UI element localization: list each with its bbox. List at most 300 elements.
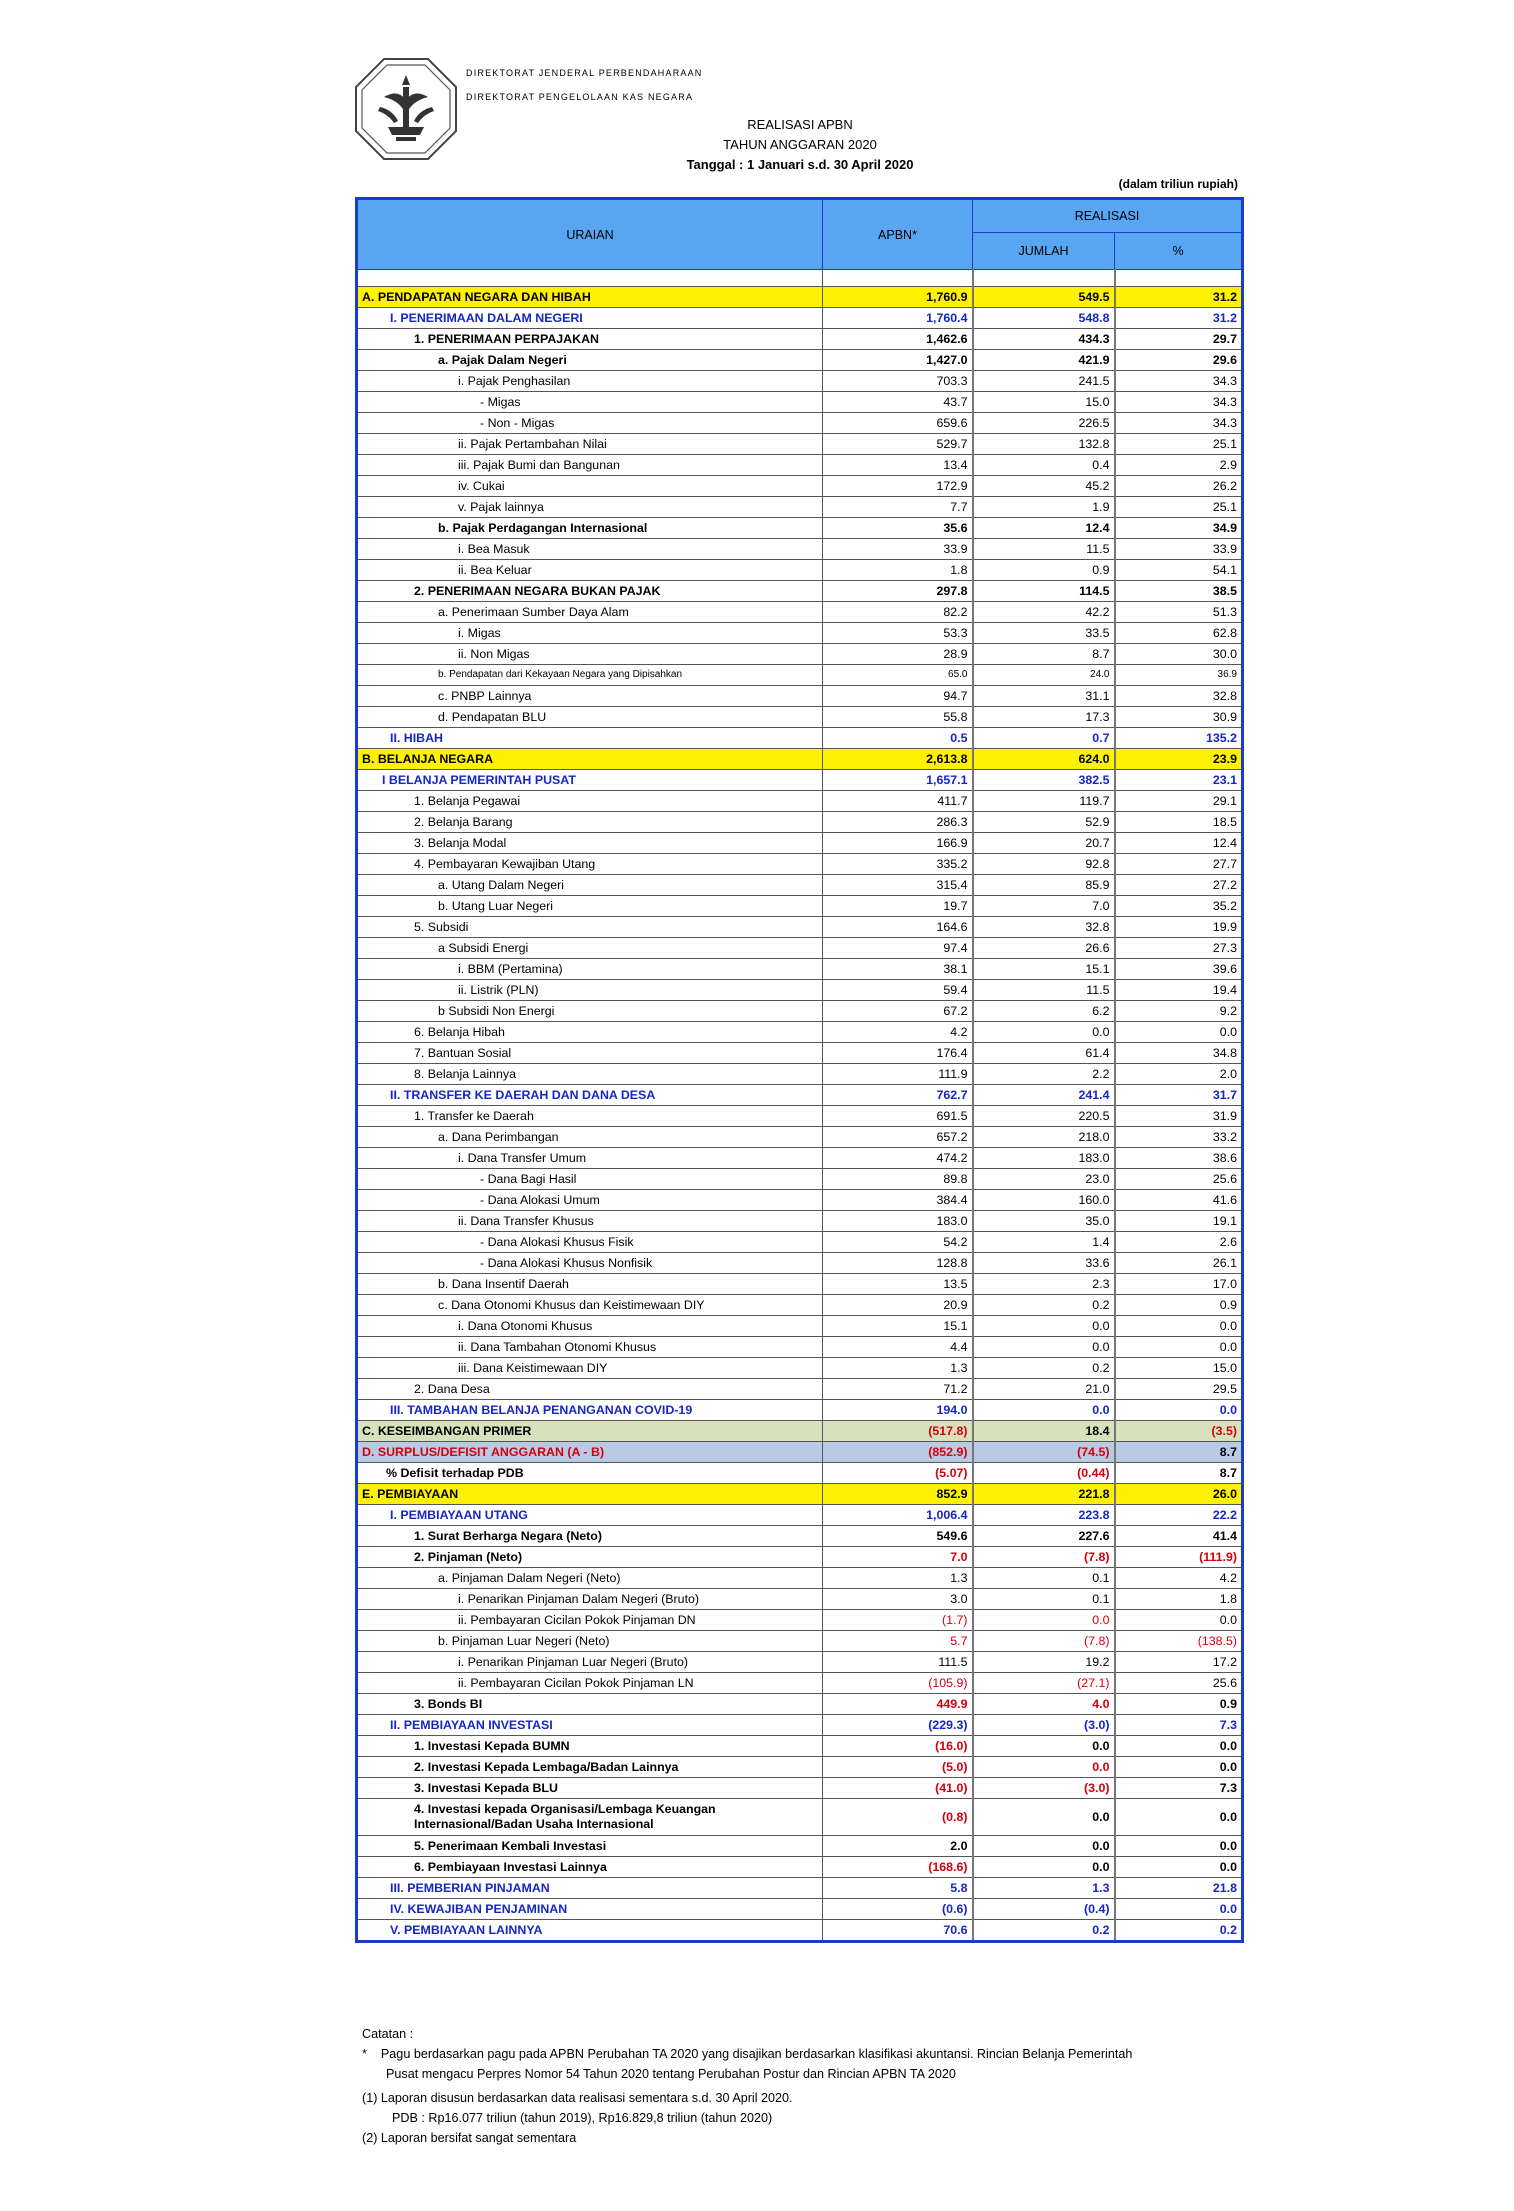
row-label: a. Pajak Dalam Negeri [357,350,823,371]
row-jumlah: 241.5 [973,371,1115,392]
row-jumlah: 0.0 [973,1857,1115,1878]
table-row [357,581,1243,602]
row-persen: 30.9 [1115,707,1243,728]
table-row [357,854,1243,875]
row-label: iii. Pajak Bumi dan Bangunan [357,455,823,476]
table-row [357,434,1243,455]
row-label: % Defisit terhadap PDB [357,1463,823,1484]
table-row [357,476,1243,497]
row-apbn: (5.0) [823,1757,973,1778]
table-row [357,371,1243,392]
col-apbn: APBN* [823,199,973,270]
row-apbn: 529.7 [823,434,973,455]
row-apbn: (41.0) [823,1778,973,1799]
row-jumlah: 0.7 [973,728,1115,749]
row-label: 5. Penerimaan Kembali Investasi [357,1836,823,1857]
table-row [357,938,1243,959]
row-jumlah: 4.0 [973,1694,1115,1715]
row-persen: 41.6 [1115,1190,1243,1211]
table-row [357,329,1243,350]
row-apbn: 89.8 [823,1169,973,1190]
table-row [357,1064,1243,1085]
note-2: (2) Laporan bersifat sangat sementara [362,2131,577,2145]
row-persen: 51.3 [1115,602,1243,623]
row-apbn: (105.9) [823,1673,973,1694]
row-label: v. Pajak lainnya [357,497,823,518]
row-label: i. Bea Masuk [357,539,823,560]
row-jumlah: 0.0 [973,1022,1115,1043]
row-persen: 22.2 [1115,1505,1243,1526]
row-persen: 8.7 [1115,1463,1243,1484]
row-persen: 25.6 [1115,1673,1243,1694]
row-jumlah: (7.8) [973,1631,1115,1652]
table-row [357,1547,1243,1568]
row-persen: 2.0 [1115,1064,1243,1085]
row-apbn: 2.0 [823,1836,973,1857]
row-label: - Dana Alokasi Khusus Fisik [357,1232,823,1253]
table-row [357,1190,1243,1211]
notes-title: Catatan : [362,2027,414,2041]
row-label: 1. Surat Berharga Negara (Neto) [357,1526,823,1547]
table-row [357,518,1243,539]
row-jumlah: (27.1) [973,1673,1115,1694]
row-apbn: 35.6 [823,518,973,539]
row-label: II. PEMBIAYAAN INVESTASI [357,1715,823,1736]
row-apbn: 54.2 [823,1232,973,1253]
row-jumlah: 19.2 [973,1652,1115,1673]
row-jumlah: 7.0 [973,896,1115,917]
row-label: b. Dana Insentif Daerah [357,1274,823,1295]
table-row [357,1631,1243,1652]
row-label: 6. Pembiayaan Investasi Lainnya [357,1857,823,1878]
row-persen: 23.9 [1115,749,1243,770]
table-row [357,1421,1243,1442]
table-row [357,686,1243,707]
row-persen: 9.2 [1115,1001,1243,1022]
row-label: 3. Investasi Kepada BLU [357,1778,823,1799]
row-label: b. Pendapatan dari Kekayaan Negara yang Dipisahkan [357,665,823,686]
table-row [357,455,1243,476]
row-label: a. Dana Perimbangan [357,1127,823,1148]
row-apbn: 315.4 [823,875,973,896]
row-jumlah: 32.8 [973,917,1115,938]
row-persen: 34.9 [1115,518,1243,539]
row-persen: 17.0 [1115,1274,1243,1295]
row-jumlah: 61.4 [973,1043,1115,1064]
row-jumlah: 33.5 [973,623,1115,644]
row-apbn: 183.0 [823,1211,973,1232]
row-jumlah: 92.8 [973,854,1115,875]
table-row [357,560,1243,581]
table-row [357,665,1243,686]
row-apbn: 28.9 [823,644,973,665]
row-persen: 1.8 [1115,1589,1243,1610]
row-jumlah: 45.2 [973,476,1115,497]
table-row [357,1484,1243,1505]
row-persen: 34.8 [1115,1043,1243,1064]
row-label: a. Utang Dalam Negeri [357,875,823,896]
note-star [362,2044,1242,2064]
table-row [357,1043,1243,1064]
table-row [357,1316,1243,1337]
row-jumlah: 6.2 [973,1001,1115,1022]
row-persen: 0.9 [1115,1694,1243,1715]
row-persen: 135.2 [1115,728,1243,749]
row-apbn: 7.0 [823,1547,973,1568]
col-uraian: URAIAN [357,199,823,270]
row-label: iii. Dana Keistimewaan DIY [357,1358,823,1379]
row-apbn: 1.8 [823,560,973,581]
table-row [357,1526,1243,1547]
row-persen: 0.0 [1115,1337,1243,1358]
kemenkeu-emblem [354,57,458,161]
table-row [357,1358,1243,1379]
row-apbn: 1,657.1 [823,770,973,791]
row-apbn: 549.6 [823,1526,973,1547]
table-row [357,1589,1243,1610]
note-star-line2: Pusat mengacu Perpres Nomor 54 Tahun 2020 tentang Perubahan Postur dan Rincian APBN TA 2020 [386,2067,956,2081]
row-persen: 0.0 [1115,1610,1243,1631]
row-jumlah: (74.5) [973,1442,1115,1463]
row-apbn: 166.9 [823,833,973,854]
row-jumlah: 0.1 [973,1568,1115,1589]
row-jumlah: 24.0 [973,665,1115,686]
row-apbn: 1.3 [823,1568,973,1589]
row-jumlah: 26.6 [973,938,1115,959]
row-persen: 0.0 [1115,1899,1243,1920]
row-apbn: (0.6) [823,1899,973,1920]
row-jumlah: 18.4 [973,1421,1115,1442]
row-persen: 18.5 [1115,812,1243,833]
row-persen: 25.6 [1115,1169,1243,1190]
row-persen: 12.4 [1115,833,1243,854]
row-label: ii. Non Migas [357,644,823,665]
row-persen: 29.1 [1115,791,1243,812]
table-row [357,1085,1243,1106]
row-label: - Migas [357,392,823,413]
table-row [357,1232,1243,1253]
table-row [357,623,1243,644]
row-jumlah: 2.2 [973,1064,1115,1085]
row-jumlah: 21.0 [973,1379,1115,1400]
table-row [357,1673,1243,1694]
row-label: i. Dana Transfer Umum [357,1148,823,1169]
row-jumlah: (3.0) [973,1778,1115,1799]
row-persen: 32.8 [1115,686,1243,707]
row-jumlah: 1.3 [973,1878,1115,1899]
table-row [357,1878,1243,1899]
row-persen: 0.0 [1115,1857,1243,1878]
table-row [357,1694,1243,1715]
table-row [357,1652,1243,1673]
row-jumlah: 0.2 [973,1295,1115,1316]
row-apbn: 19.7 [823,896,973,917]
row-apbn: 335.2 [823,854,973,875]
row-label: i. Penarikan Pinjaman Dalam Negeri (Bruto) [357,1589,823,1610]
row-label: d. Pendapatan BLU [357,707,823,728]
row-apbn: 65.0 [823,665,973,686]
table-row [357,1799,1243,1836]
row-label: iv. Cukai [357,476,823,497]
row-label: I BELANJA PEMERINTAH PUSAT [357,770,823,791]
row-apbn: 3.0 [823,1589,973,1610]
row-apbn: 411.7 [823,791,973,812]
row-jumlah: 0.1 [973,1589,1115,1610]
spacer-row [357,270,1243,287]
row-jumlah: 119.7 [973,791,1115,812]
row-jumlah: 8.7 [973,644,1115,665]
row-label: 4. Investasi kepada Organisasi/Lembaga Keuangan Internasional/Badan Usaha Internasional [357,1799,823,1836]
row-persen: 27.7 [1115,854,1243,875]
row-apbn: 852.9 [823,1484,973,1505]
row-persen: 19.9 [1115,917,1243,938]
row-persen: 34.3 [1115,371,1243,392]
row-apbn: 128.8 [823,1253,973,1274]
row-jumlah: 221.8 [973,1484,1115,1505]
row-persen: 33.9 [1115,539,1243,560]
row-jumlah: 42.2 [973,602,1115,623]
table-row [357,1106,1243,1127]
row-apbn: 59.4 [823,980,973,1001]
row-apbn: 20.9 [823,1295,973,1316]
table-row [357,728,1243,749]
row-apbn: 449.9 [823,1694,973,1715]
row-jumlah: 12.4 [973,518,1115,539]
row-label: ii. Pajak Pertambahan Nilai [357,434,823,455]
row-persen: 27.2 [1115,875,1243,896]
row-jumlah: 0.0 [973,1400,1115,1421]
note-star-mark: * [362,2047,367,2061]
row-jumlah: 0.0 [973,1757,1115,1778]
row-jumlah: 33.6 [973,1253,1115,1274]
table-row [357,644,1243,665]
table-row [357,770,1243,791]
row-jumlah: 434.3 [973,329,1115,350]
row-persen: 26.1 [1115,1253,1243,1274]
row-label: - Dana Bagi Hasil [357,1169,823,1190]
table-row [357,1757,1243,1778]
row-apbn: 38.1 [823,959,973,980]
row-jumlah: 0.2 [973,1358,1115,1379]
row-label: 1. Investasi Kepada BUMN [357,1736,823,1757]
row-jumlah: (0.44) [973,1463,1115,1484]
row-label: 5. Subsidi [357,917,823,938]
row-apbn: 67.2 [823,1001,973,1022]
row-apbn: (0.8) [823,1799,973,1836]
note-1b: PDB : Rp16.077 triliun (tahun 2019), Rp16.829,8 triliun (tahun 2020) [392,2111,773,2125]
row-persen: 25.1 [1115,497,1243,518]
row-label: ii. Dana Tambahan Otonomi Khusus [357,1337,823,1358]
table-row [357,287,1243,308]
row-apbn: 5.7 [823,1631,973,1652]
row-jumlah: 382.5 [973,770,1115,791]
table-row [357,980,1243,1001]
row-jumlah: 1.4 [973,1232,1115,1253]
row-persen: 0.0 [1115,1836,1243,1857]
row-label: b. Pinjaman Luar Negeri (Neto) [357,1631,823,1652]
report-date: Tanggal : 1 Januari s.d. 30 April 2020 [686,157,914,172]
row-jumlah: 85.9 [973,875,1115,896]
row-jumlah: 0.9 [973,560,1115,581]
row-label: i. Pajak Penghasilan [357,371,823,392]
table-row [357,917,1243,938]
table-row [357,749,1243,770]
row-apbn: 33.9 [823,539,973,560]
row-persen: 30.0 [1115,644,1243,665]
row-persen: 33.2 [1115,1127,1243,1148]
row-jumlah: 0.0 [973,1316,1115,1337]
row-jumlah: 35.0 [973,1211,1115,1232]
row-label: V. PEMBIAYAAN LAINNYA [357,1920,823,1942]
row-persen: 35.2 [1115,896,1243,917]
row-apbn: 1.3 [823,1358,973,1379]
row-persen: 17.2 [1115,1652,1243,1673]
row-jumlah: 160.0 [973,1190,1115,1211]
table-row [357,1253,1243,1274]
row-apbn: 94.7 [823,686,973,707]
table-row [357,959,1243,980]
row-label: 3. Belanja Modal [357,833,823,854]
row-persen: 0.0 [1115,1799,1243,1836]
table-row [357,875,1243,896]
row-jumlah: 0.0 [973,1799,1115,1836]
row-persen: 31.2 [1115,308,1243,329]
table-row [357,1568,1243,1589]
row-label: I. PEMBIAYAAN UTANG [357,1505,823,1526]
row-apbn: 657.2 [823,1127,973,1148]
row-apbn: 55.8 [823,707,973,728]
col-persen: % [1115,233,1243,270]
table-row [357,497,1243,518]
row-label: a. Penerimaan Sumber Daya Alam [357,602,823,623]
row-apbn: 15.1 [823,1316,973,1337]
table-row [357,1442,1243,1463]
table-row [357,1022,1243,1043]
row-persen: 29.7 [1115,329,1243,350]
row-jumlah: (0.4) [973,1899,1115,1920]
row-label: - Dana Alokasi Umum [357,1190,823,1211]
table-row [357,602,1243,623]
row-persen: 7.3 [1115,1778,1243,1799]
row-label: 2. Belanja Barang [357,812,823,833]
table-row [357,308,1243,329]
table-row [357,1169,1243,1190]
row-apbn: 659.6 [823,413,973,434]
row-jumlah: 11.5 [973,539,1115,560]
row-apbn: 71.2 [823,1379,973,1400]
row-label: ii. Dana Transfer Khusus [357,1211,823,1232]
row-apbn: 384.4 [823,1190,973,1211]
row-jumlah: 31.1 [973,686,1115,707]
row-persen: 19.1 [1115,1211,1243,1232]
row-apbn: 474.2 [823,1148,973,1169]
table-row [357,1505,1243,1526]
row-persen: 19.4 [1115,980,1243,1001]
table-row [357,1295,1243,1316]
row-label: i. Penarikan Pinjaman Luar Negeri (Bruto) [357,1652,823,1673]
row-persen: 23.1 [1115,770,1243,791]
row-label: 2. Dana Desa [357,1379,823,1400]
row-persen: 27.3 [1115,938,1243,959]
row-apbn: 691.5 [823,1106,973,1127]
row-persen: 0.0 [1115,1022,1243,1043]
row-label: 2. Pinjaman (Neto) [357,1547,823,1568]
row-jumlah: 241.4 [973,1085,1115,1106]
row-persen: 34.3 [1115,413,1243,434]
table-row [357,1400,1243,1421]
table-row [357,791,1243,812]
table-row [357,1274,1243,1295]
row-jumlah: 226.5 [973,413,1115,434]
report-title: REALISASI APBN [747,117,853,132]
row-jumlah: 23.0 [973,1169,1115,1190]
table-row [357,1379,1243,1400]
row-jumlah: 183.0 [973,1148,1115,1169]
row-jumlah: 223.8 [973,1505,1115,1526]
row-apbn: 194.0 [823,1400,973,1421]
row-apbn: 1,006.4 [823,1505,973,1526]
table-row [357,1736,1243,1757]
row-apbn: 0.5 [823,728,973,749]
row-label: II. TRANSFER KE DAERAH DAN DANA DESA [357,1085,823,1106]
table-row [357,1463,1243,1484]
row-jumlah: 218.0 [973,1127,1115,1148]
row-persen: 31.7 [1115,1085,1243,1106]
table-row [357,1211,1243,1232]
row-persen: 0.0 [1115,1316,1243,1337]
row-label: E. PEMBIAYAAN [357,1484,823,1505]
row-persen: 38.5 [1115,581,1243,602]
unit-label: (dalam triliun rupiah) [1118,177,1238,191]
row-apbn: 13.5 [823,1274,973,1295]
row-persen: 25.1 [1115,434,1243,455]
row-persen: 38.6 [1115,1148,1243,1169]
row-jumlah: 11.5 [973,980,1115,1001]
row-persen: 62.8 [1115,623,1243,644]
row-persen: 29.5 [1115,1379,1243,1400]
row-jumlah: 549.5 [973,287,1115,308]
row-apbn: 286.3 [823,812,973,833]
row-apbn: 1,427.0 [823,350,973,371]
table-row [357,1610,1243,1631]
row-persen: 39.6 [1115,959,1243,980]
row-persen: 26.2 [1115,476,1243,497]
table-row [357,1148,1243,1169]
row-apbn: (16.0) [823,1736,973,1757]
table-row [357,1715,1243,1736]
row-label: I. PENERIMAAN DALAM NEGERI [357,308,823,329]
col-jumlah: JUMLAH [973,233,1115,270]
row-apbn: (852.9) [823,1442,973,1463]
row-apbn: 164.6 [823,917,973,938]
row-persen: (138.5) [1115,1631,1243,1652]
row-jumlah: 0.0 [973,1337,1115,1358]
row-jumlah: 17.3 [973,707,1115,728]
table-row [357,707,1243,728]
row-apbn: 82.2 [823,602,973,623]
row-persen: 41.4 [1115,1526,1243,1547]
row-label: ii. Pembayaran Cicilan Pokok Pinjaman LN [357,1673,823,1694]
table-row [357,539,1243,560]
row-apbn: 703.3 [823,371,973,392]
row-persen: 8.7 [1115,1442,1243,1463]
row-label: c. PNBP Lainnya [357,686,823,707]
row-jumlah: 2.3 [973,1274,1115,1295]
col-realisasi: REALISASI [973,199,1243,233]
row-apbn: 111.9 [823,1064,973,1085]
row-label: 1. Belanja Pegawai [357,791,823,812]
note-star-text: Pagu berdasarkan pagu pada APBN Perubahan TA 2020 yang disajikan berdasarkan klasifikasi akuntansi. Rincian Belanja Pemerintah [380,2047,1133,2061]
